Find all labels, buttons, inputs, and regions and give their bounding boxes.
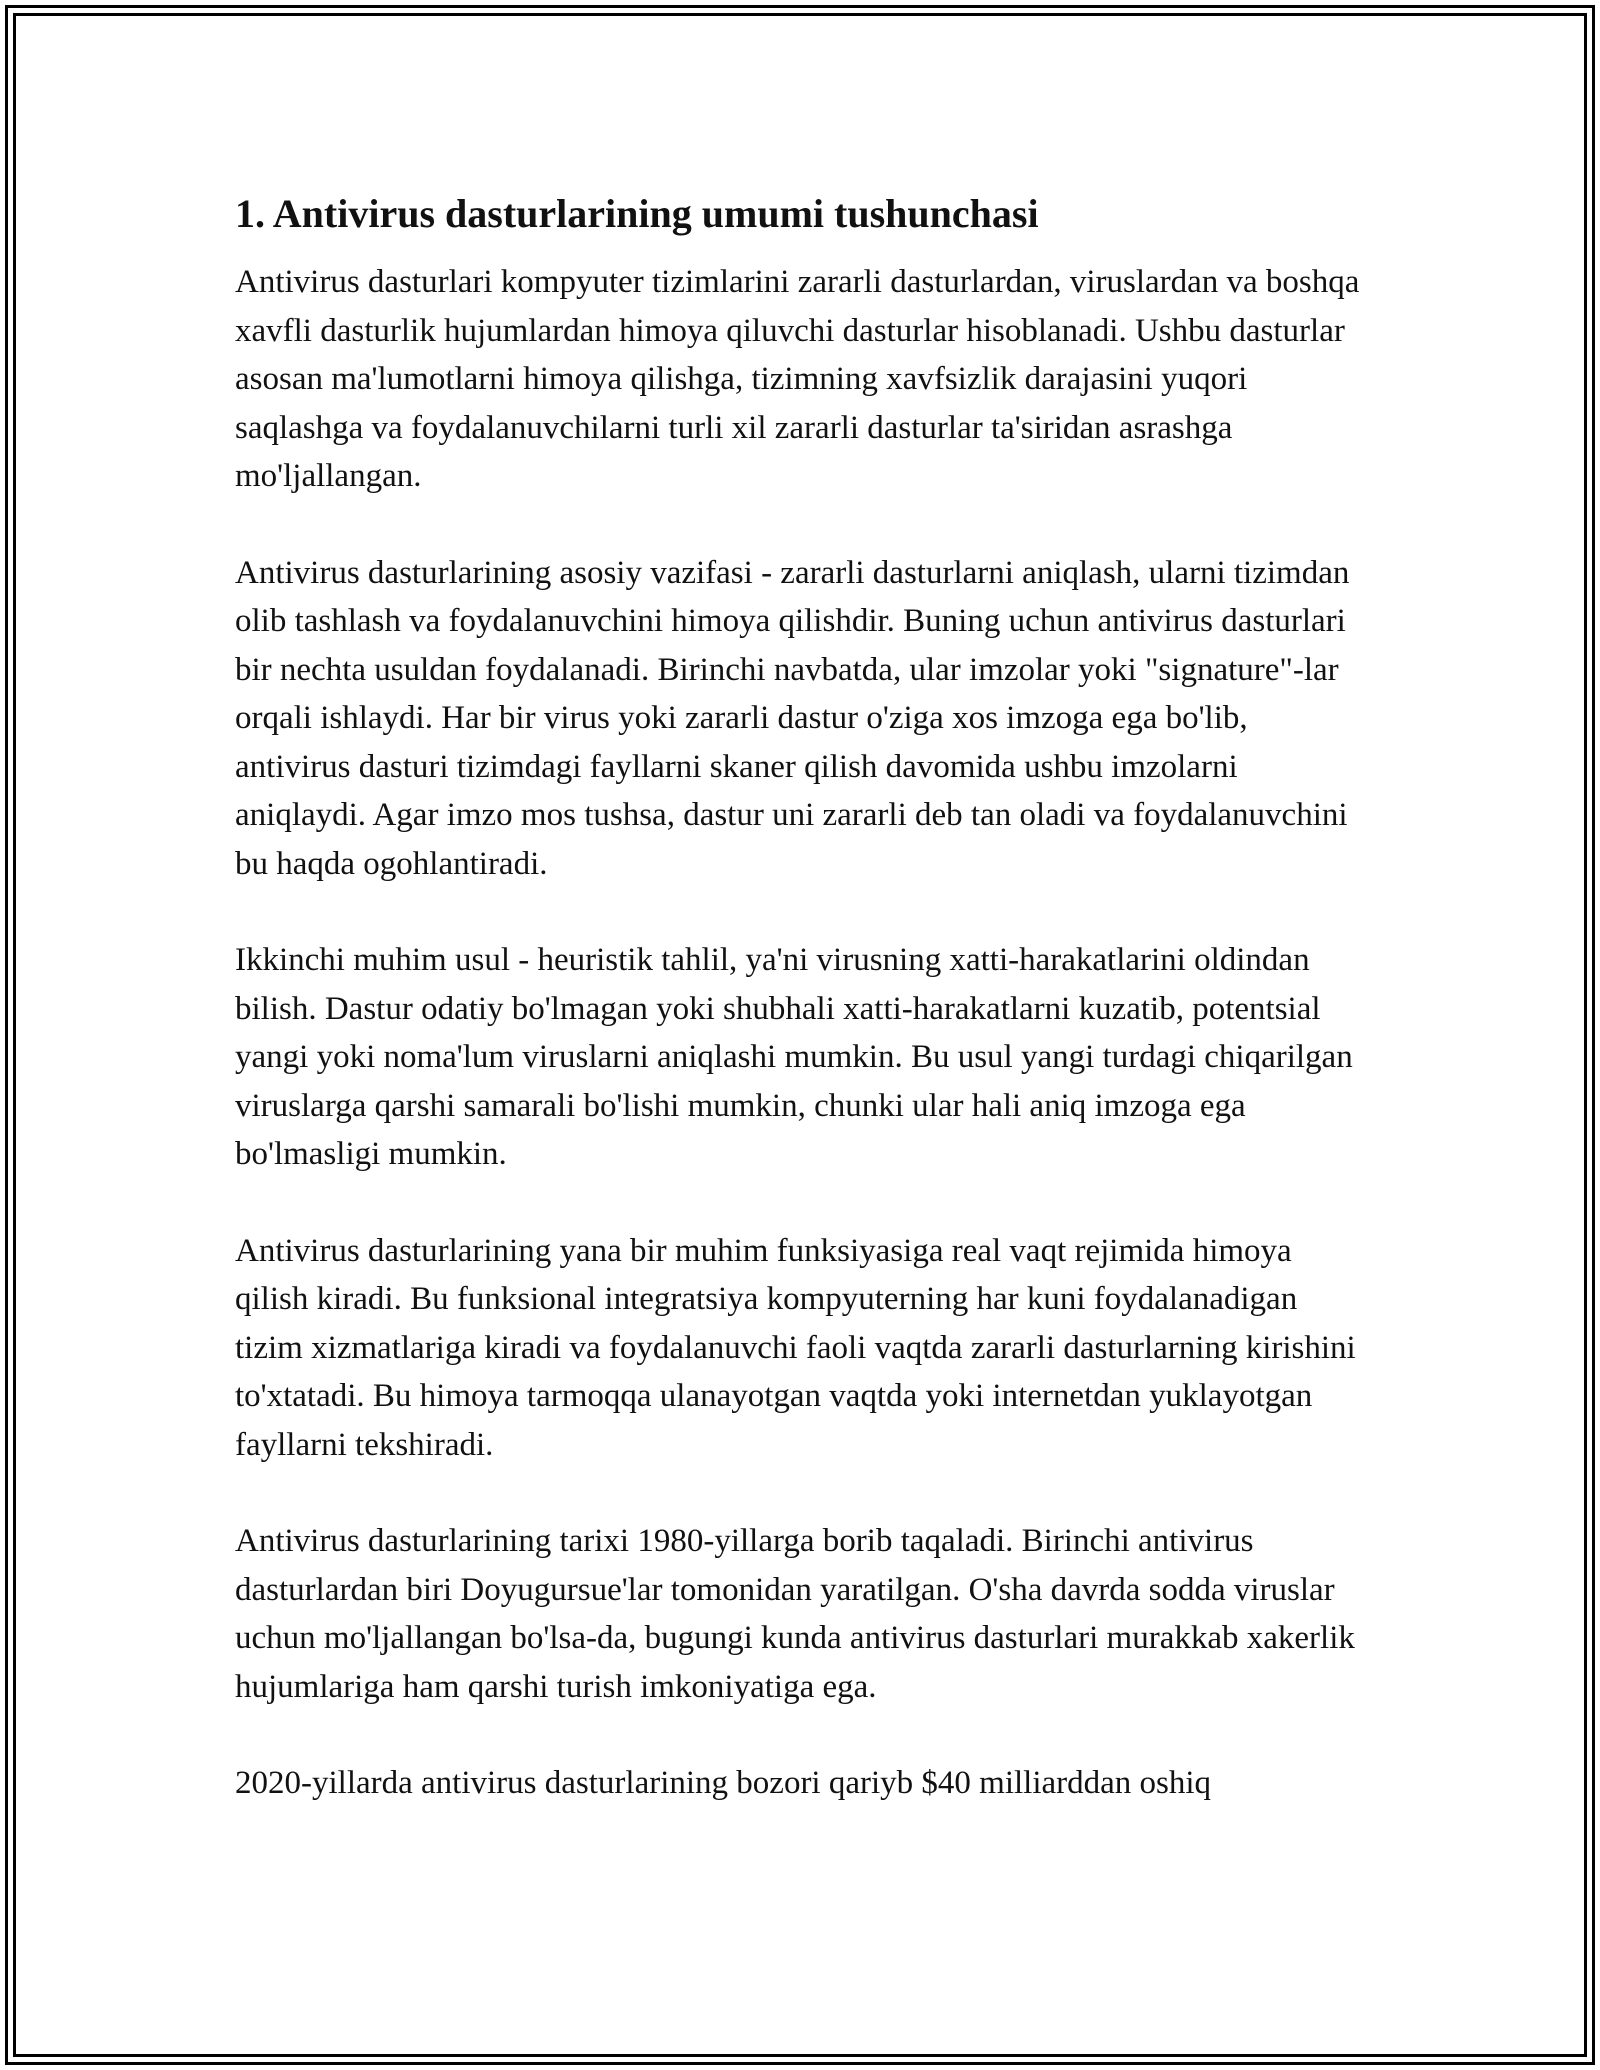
paragraph-1: Antivirus dasturlari kompyuter tizimlarini zararli dasturlardan, viruslardan va boshqa xavfli dasturlik hujumlardan himoya qiluvchi dasturlar hisoblanadi. Ushbu dasturlar asosan ma'lumotlarni himoya qilishga, tizimning xavfsizlik darajasini yuqori saqlashga va foydalanuvchilarni turli xil zararli dasturlar ta'siridan asrashga mo'ljallangan. [235, 264, 1360, 494]
paragraph-2: Antivirus dasturlarining asosiy vazifasi - zararli dasturlarni aniqlash, ularni tizimdan olib tashlash va foydalanuvchini himoya qilishdir. Buning uchun antivirus dasturlari bir nechta usuldan foydalanadi. Birinchi navbatda, ular imzolar yoki "signature"-lar orqali ishlaydi. Har bir virus yoki zararli dastur o'ziga xos imzoga ega bo'lib, antivirus dasturi tizimdagi fayllarni skaner qilish davomida ushbu imzolarni aniqlaydi. Agar imzo mos tushsa, dastur uni zararli deb tan oladi va foydalanuvchini bu haqda ogohlantiradi. [235, 554, 1350, 882]
paragraph-3: Ikkinchi muhim usul - heuristik tahlil, ya'ni virusning xatti-harakatlarini oldindan bilish. Dastur odatiy bo'lmagan yoki shubhali xatti-harakatlarni kuzatib, potentsial yangi yoki noma'lum viruslarni aniqlashi mumkin. Bu usul yangi turdagi chiqarilgan viruslarga qarshi samarali bo'lishi mumkin, chunki ular hali aniq imzoga ega bo'lmasligi mumkin. [235, 942, 1353, 1172]
paragraph-4: Antivirus dasturlarining yana bir muhim funksiyasiga real vaqt rejimida himoya qilish kiradi. Bu funksional integratsiya kompyuterning har kuni foydalanadigan tizim xizmatlariga kiradi va foydalanuvchi faoli vaqtda zararli dasturlarning kirishini to'xtatadi. Bu himoya tarmoqqa ulanayotgan vaqtda yoki internetdan yuklayotgan fayllarni tekshiradi. [235, 1232, 1356, 1463]
paragraph-6: 2020-yillarda antivirus dasturlarining bozori qariyb $40 milliarddan oshiq [235, 1765, 1212, 1801]
section-heading: 1. Antivirus dasturlarining umumi tushunchasi [235, 191, 1039, 236]
document-body [235, 186, 1365, 1856]
paragraph-5: Antivirus dasturlarining tarixi 1980-yillarga borib taqaladi. Birinchi antivirus dasturlardan biri Doyugursue'lar tomonidan yaratilgan. O'sha davrda sodda viruslar uchun mo'ljallangan bo'lsa-da, bugungi kunda antivirus dasturlari murakkab xakerlik hujumlariga ham qarshi turish imkoniyatiga ega. [235, 1523, 1355, 1705]
